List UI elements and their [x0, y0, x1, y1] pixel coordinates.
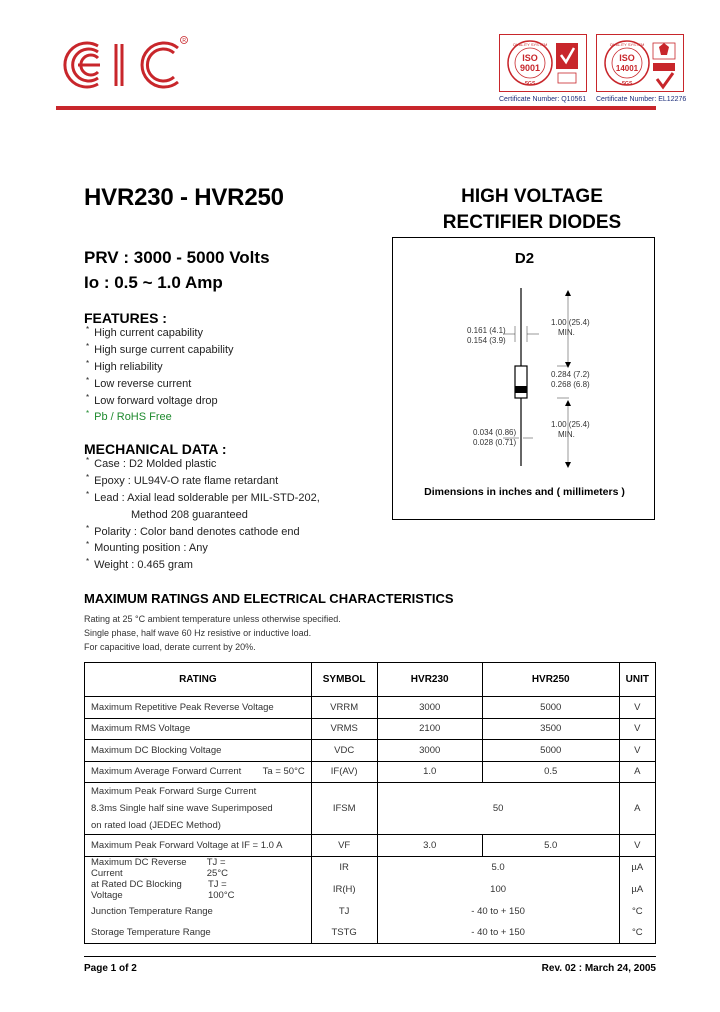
top-lead-length-min: MIN. [558, 328, 575, 337]
rating-desc: Maximum Average Forward Current Ta = 50°C [85, 761, 312, 783]
rating-symbol: TSTG [311, 922, 377, 944]
rating-unit: V [619, 835, 655, 857]
io-rating: Io : 0.5 ~ 1.0 Amp [84, 273, 223, 292]
package-diagram [392, 237, 655, 520]
rating-symbol: VDC [311, 740, 377, 762]
table-row [85, 697, 656, 719]
ratings-table [84, 662, 656, 944]
rating-unit: A [619, 761, 655, 783]
lead-diameter-min: 0.028 (0.71) [473, 438, 517, 447]
rating-desc: Maximum DC Blocking Voltage [85, 740, 312, 762]
rating-unit: µA [619, 879, 655, 901]
list-item: * High surge current capability [86, 341, 234, 356]
svg-text:R: R [182, 38, 187, 44]
list-item: * High reliability [86, 358, 163, 373]
cert-iso-number: 14001 [615, 64, 639, 73]
rating-value-hvr230: 1.0 [377, 761, 482, 783]
features-list [86, 325, 234, 426]
rating-symbol: IF(AV) [311, 761, 377, 783]
rating-value-shared: 50 [377, 783, 619, 835]
part-number-title: HVR230 - HVR250 [84, 184, 284, 211]
rating-value-hvr250: 5000 [482, 697, 619, 719]
iso-14001-certificate [596, 34, 684, 92]
table-header-row [85, 663, 656, 697]
rating-value-hvr230: 3.0 [377, 835, 482, 857]
lead-diameter-max: 0.034 (0.86) [473, 428, 517, 437]
rating-symbol: IR [311, 856, 377, 879]
rating-value-shared: - 40 to + 150 [377, 922, 619, 944]
package-name: D2 [514, 250, 535, 267]
header-divider [56, 106, 656, 110]
col-header-rating: RATING [85, 663, 312, 697]
dimensions-caption: Dimensions in inches and ( millimeters ) [424, 486, 625, 498]
list-item: * Low forward voltage drop [86, 392, 218, 407]
page-number: Page 1 of 2 [84, 963, 137, 974]
cert-seal-top: QUALITY SYSTEM [609, 42, 645, 47]
features-title: FEATURES : [84, 310, 167, 326]
rating-symbol: IFSM [311, 783, 377, 835]
list-item: Method 208 guaranteed [131, 508, 248, 521]
col-header-hvr250: HVR250 [482, 663, 619, 697]
rating-symbol: VRRM [311, 697, 377, 719]
table-row [85, 783, 656, 835]
list-item: * Mounting position : Any [86, 540, 208, 555]
table-row [85, 835, 656, 857]
iso-9001-certificate [499, 34, 587, 92]
bottom-lead-length-min: MIN. [558, 430, 575, 439]
body-length-min: 0.268 (6.8) [551, 380, 590, 389]
table-row [85, 740, 656, 762]
list-item: * High current capability [86, 325, 203, 339]
rating-symbol: TJ [311, 901, 377, 923]
category-line-2: RECTIFIER DIODES [442, 212, 622, 233]
note-line: For capacitive load, derate current by 20%. [84, 642, 256, 652]
list-item: * Lead : Axial lead solderable per MIL-STD-202, [86, 489, 320, 504]
rating-value-hvr250: 5000 [482, 740, 619, 762]
col-header-symbol: SYMBOL [311, 663, 377, 697]
note-line: Rating at 25 °C ambient temperature unless otherwise specified. [84, 614, 341, 624]
diode-outline-drawing [393, 238, 656, 521]
cert-seal-bottom: SGS [524, 81, 536, 87]
rating-value-shared: 5.0 [377, 856, 619, 879]
cert-iso-label: ISO [522, 53, 538, 63]
table-row [85, 718, 656, 740]
cert-iso-label: ISO [619, 53, 635, 63]
mechanical-list [86, 456, 320, 574]
ratings-title: MAXIMUM RATINGS AND ELECTRICAL CHARACTERISTICS [84, 591, 454, 606]
rating-unit: °C [619, 922, 655, 944]
list-item: * Case : D2 Molded plastic [86, 456, 217, 470]
rating-symbol: IR(H) [311, 879, 377, 901]
category-line-1: HIGH VOLTAGE [461, 186, 603, 207]
table-row [85, 879, 656, 901]
rating-value-shared: 100 [377, 879, 619, 901]
rating-symbol: VRMS [311, 718, 377, 740]
note-line: Single phase, half wave 60 Hz resistive or inductive load. [84, 628, 312, 638]
rating-value-hvr230: 3000 [377, 740, 482, 762]
rating-desc: Maximum RMS Voltage [85, 718, 312, 740]
rating-unit: °C [619, 901, 655, 923]
revision-date: Rev. 02 : March 24, 2005 [541, 963, 656, 974]
body-length-max: 0.284 (7.2) [551, 370, 590, 379]
rating-desc: Maximum Repetitive Peak Reverse Voltage [85, 697, 312, 719]
rating-unit: A [619, 783, 655, 835]
bottom-lead-length: 1.00 (25.4) [551, 420, 590, 429]
col-header-hvr230: HVR230 [377, 663, 482, 697]
cert-14001-number: Certificate Number: EL12276 [596, 96, 687, 103]
rating-unit: V [619, 718, 655, 740]
cert-9001-number: Certificate Number: Q10561 [499, 96, 587, 103]
ratings-notes [84, 612, 341, 654]
rating-symbol: VF [311, 835, 377, 857]
rating-desc: Junction Temperature Range [85, 901, 312, 923]
mechanical-title: MECHANICAL DATA : [84, 441, 227, 457]
table-row [85, 761, 656, 783]
rating-value-shared: - 40 to + 150 [377, 901, 619, 923]
rating-value-hvr250: 3500 [482, 718, 619, 740]
rating-desc: Storage Temperature Range [85, 922, 312, 944]
rating-desc: Maximum Peak Forward Voltage at IF = 1.0 A [85, 835, 312, 857]
col-header-unit: UNIT [619, 663, 655, 697]
rating-desc: at Rated DC Blocking Voltage TJ = 100°C [85, 879, 312, 901]
rating-unit: V [619, 740, 655, 762]
cert-seal-top: QUALITY SYSTEM [512, 42, 548, 47]
list-item: * Epoxy : UL94V-O rate flame retardant [86, 472, 279, 487]
table-row [85, 901, 656, 923]
cert-iso-number: 9001 [519, 63, 541, 73]
top-lead-length: 1.00 (25.4) [551, 318, 590, 327]
list-item-rohs: * Pb / RoHS Free [86, 409, 172, 424]
list-item: * Low reverse current [86, 375, 192, 390]
prv-rating: PRV : 3000 - 5000 Volts [84, 248, 270, 267]
rating-value-hvr250: 5.0 [482, 835, 619, 857]
eic-logo [58, 34, 190, 96]
footer-divider [84, 956, 656, 957]
rating-value-hvr230: 2100 [377, 718, 482, 740]
rating-unit: µA [619, 856, 655, 879]
rating-value-hvr230: 3000 [377, 697, 482, 719]
cert-seal-bottom: SGS [621, 81, 633, 87]
rating-unit: V [619, 697, 655, 719]
body-diameter-min: 0.154 (3.9) [467, 336, 506, 345]
list-item: * Polarity : Color band denotes cathode end [86, 523, 300, 538]
rating-value-hvr250: 0.5 [482, 761, 619, 783]
table-row [85, 856, 656, 879]
rating-desc: Maximum DC Reverse Current TJ = 25°C [85, 856, 312, 879]
rating-desc: Maximum Peak Forward Surge Current 8.3ms Single half sine wave Superimposed on rated load (JEDEC Method) [85, 783, 312, 835]
body-diameter-max: 0.161 (4.1) [467, 326, 506, 335]
list-item: * Weight : 0.465 gram [86, 557, 193, 572]
table-row [85, 922, 656, 944]
